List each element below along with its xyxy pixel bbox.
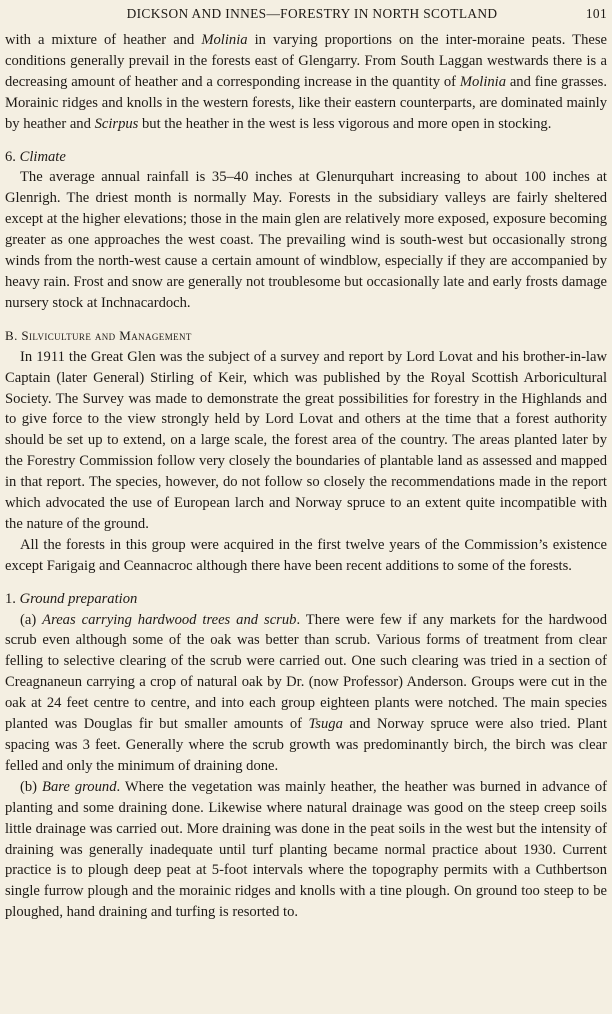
spacer [5, 135, 607, 147]
ground-prep-heading [5, 589, 607, 610]
page-number: 101 [585, 6, 607, 21]
intro-text: but the heather in the west is less vigorous and more open in stocking. [138, 115, 552, 132]
bare-ground-text: . Where the vegetation was mainly heather, the heather was burned in advance of planting and some draining done. Likewise where natural drainage was good on the steep creep soils little drainage was carried out. More draining was done in the peat soils in the west but the intensity of draining was generally inadequate until turf planting became normal practice about 1930. Current practice is to plough deep peat at 5-foot intervals where the topography permits with a Cuthbertson single furrow plough and the morainic ridges and knolls with a tine plough. On ground too steep to be ploughed, hand draining and turfing is resorted to. [5, 778, 608, 921]
intro-term-molinia: Molinia [459, 73, 507, 90]
spacer [5, 314, 607, 326]
silviculture-paragraph-2: All the forests in this group were acquired in the first twelve years of the Commission’s existence except Farigaig and Ceannacroc although there have been recent additions to some of the forests. [5, 536, 607, 574]
running-title: DICKSON AND INNES—FORESTRY IN NORTH SCOTLAND [126, 6, 498, 21]
hardwood-text: and Norway spruce were also tried. Plant spacing was 3 feet. Generally where the scrub growth was predominantly birch, the birch was clear felled and only the minimum of draining done. [5, 716, 607, 774]
intro-text: with a mixture of heather and [5, 32, 202, 48]
spacer [5, 577, 607, 589]
bare-ground-paragraph [5, 777, 607, 923]
intro-text: and fine grasses. Morainic ridges and knolls in the western forests, like their eastern counterparts, are dominated mainly by heather and [5, 73, 607, 132]
ground-prep-title: Ground preparation [19, 590, 138, 607]
climate-heading [5, 147, 607, 168]
subsection-b-title: Bare ground [42, 778, 117, 795]
climate-title: Climate [19, 148, 66, 165]
climate-paragraph: The average annual rainfall is 35–40 inches at Glenurquhart increasing to about 100 inches at Glenrigh. The driest month is normally May. Forests in the subsidiary valleys are fairly sheltered except at the higher elevations; those in the main glen are relatively more exposed, exposure becoming greater as one approaches the west coast. The prevailing wind is south-west but occasionally strong winds from the north-west cause a certain amount of windblow, especially if they are accompanied by heavy rain. Frost and snow are generally not troublesome but occasionally late and early frosts damage nursery stock at Inchnacardoch. [5, 169, 607, 311]
hardwood-text: . There were few if any markets for the hardwood scrub even although some of the oak was better than scrub. Various forms of treatment from clear felling to selective clearing of the scrub were carried out. One such clearing was tried in a section of Creagnaneun carrying a crop of natural oak by Dr. (now Professor) Anderson. Groups were cut in the oak at 24 feet centre to centre, and into each group eighteen plants were notched. The main species planted was Douglas fir but smaller amounts of [5, 611, 607, 733]
term-tsuga: Tsuga [308, 716, 343, 733]
climate-number: 6. [5, 148, 16, 165]
intro-text: in varying proportions on the inter-moraine peats. These conditions generally prevail in the forests east of Glengarry. From South Laggan westwards there is a decreasing amount of heather and a corresponding increase in the quantity of [5, 32, 608, 90]
section-b-heading: B. Silviculture and Management [5, 327, 192, 343]
ground-prep-number: 1. [5, 590, 16, 607]
intro-term-scirpus: Scirpus [94, 115, 139, 132]
intro-term-molinia: Molinia [201, 32, 248, 48]
subsection-b-label: (b) [20, 778, 43, 795]
running-head [5, 6, 607, 30]
silviculture-paragraph-1: In 1911 the Great Glen was the subject of a survey and report by Lord Lovat and his brother-in-law Captain (later General) Stirling of Keir, which was published by the Royal Scottish Arboricultural Society. The Survey was made to demonstrate the great possibilities for forestry in the Highlands and to give force to the view strongly held by Lord Lovat and others at the time that a forest authority should be set up to extend, on a large scale, the forest area of the country. The areas planted later by the Forestry Commission follow very closely the boundaries of plantable land as assessed and mapped in that report. The species, however, do not follow so closely the recommendations made in the report which advocated the use of European larch and Norway spruce to an extent quite incompatible with the nature of the ground. [5, 348, 607, 532]
intro-paragraph [5, 30, 607, 135]
hardwood-paragraph [5, 610, 607, 777]
subsection-a-label: (a) [20, 611, 43, 628]
subsection-a-title: Areas carrying hardwood trees and scrub [42, 611, 297, 628]
